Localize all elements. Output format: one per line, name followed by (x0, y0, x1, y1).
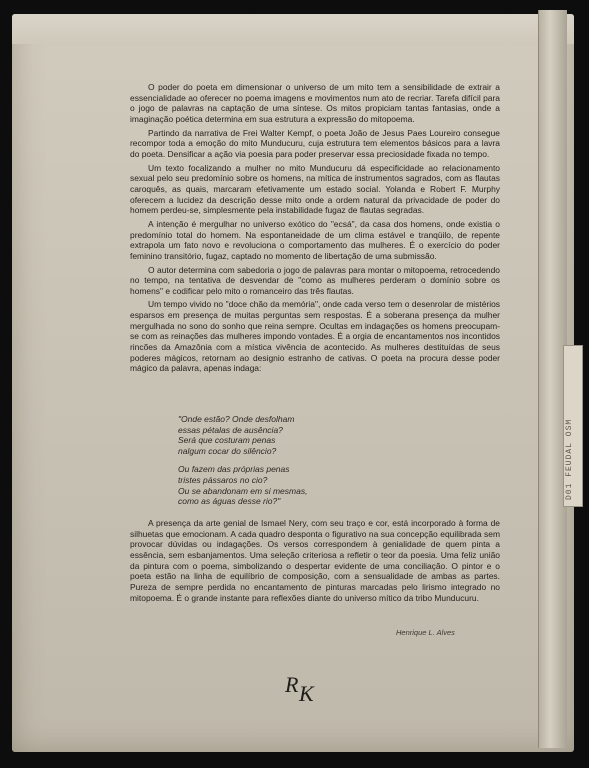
poem-stanza-1 (178, 414, 478, 456)
poem-line: nalgum cocar do silêncio? (178, 445, 277, 456)
poem-line: essas pétalas de ausência? (178, 424, 283, 435)
book-back-cover (12, 14, 574, 752)
poem-line: Ou fazem das próprias penas (178, 464, 290, 475)
paragraph-4: A intenção é mergulhar no universo exótico do "ecsá", da casa dos homens, onde existia o predomínio total do homem. Na espontaneidade de um clima estável e tranqüilo, de repente extrapola um fato novo e revoluciona o comportamento das mulheres. É o exercício do poder feminino transitório, fugaz, captado no momento de libertação de uma submissão. (130, 218, 500, 261)
closing-text (130, 518, 500, 603)
paragraph-6: Um tempo vivido no "doce chão da memória", onde cada verso tem o desenrolar de mistérios esparsos em presença de muitas perguntas sem respostas. É a soberana presença da mulher mergulhada no sono do sonho que reina sempre. Ocultas em indagações os homens preocupam-se com as reinações das mulheres impondo vontades. É a orgia de encantamentos nos incontidos rincões da Amazônia com a mística vivência de acontecido. As mulheres destituídas de seus poderes mágicos, retornam ao designio estranho de cativas. O poeta na procura desse poder mágico da palavra, apenas indaga: (130, 299, 500, 374)
cover-top-edge (12, 14, 574, 44)
review-text (130, 82, 500, 377)
logo-letter-r: R (285, 672, 299, 697)
poem-quote (178, 414, 478, 515)
poem-line: Será que costuram penas (178, 435, 276, 446)
poem-line: tristes pássaros no cio? (178, 474, 268, 485)
paragraph-5: O autor determina com sabedoria o jogo de palavras para montar o mitopoema, retrocedendo no tempo, na tentativa de desvendar de "como as mulheres perderam o domínio sobre os homens" e codificar pelo mito o romanceiro das três flautas. (130, 264, 500, 296)
spine-sticker-text: D01 FEUDAL OSM (565, 418, 574, 500)
paragraph-3: Um texto focalizando a mulher no mito Munducuru dá especificidade ao relacionamento sexual pelo seu predomínio sobre os homens, na mítica de instrumentos sagrados, com as flautas caroquês, as quais, marcaram efetivamente um estado social. Yolanda e Robert F. Murphy oferecem a lucidez da descrição desse mito onde a ordem natural da privacidade de poder do homem perdeu-se, simplesmente pela instabilidade fugaz de flautas segradas. (130, 162, 500, 216)
poem-stanza-2 (178, 464, 478, 506)
poem-line: "Onde estão? Onde desfolham (178, 414, 295, 424)
paragraph-final: A presença da arte genial de Ismael Nery, com seu traço e cor, está incorporado à forma de silhuetas que emocionam. A cada quadro desponta o figurativo na sua concepção equilibrada sem provocar dúvidas ou indagações. Os versos correspondem à genialidade de quem pinta a essência, sem esbanjamentos. Uma seleção criteriosa a refletir o teor da poesia. Uma feliz união da pintura com o poema, simbolizando o despertar evidente de uma conciliação. O pintor e o poeta estão na linha de equilíbrio de composição, com a sensualidade de ambas as partes. Pureza de sempre perdida no encantamento de pinturas marcadas pelo lirismo integrado no mitopoema. É o grande instante para reflexões diante do universo mítico da tribo Munducuru. (130, 518, 500, 603)
publisher-logo (282, 670, 322, 706)
poem-line: Ou se abandonam em si mesmas, (178, 485, 308, 496)
paragraph-2: Partindo da narrativa de Frei Walter Kempf, o poeta João de Jesus Paes Loureiro consegue recompor toda a emoção do mito Munducuru, cuja estrutura tem elementos básicos para a lavra do poeta. Densificar a ação via poesia para poder preservar essa preciosidade fixada no tempo. (130, 127, 500, 159)
logo-letter-k: K (299, 681, 314, 706)
poem-line: como as águas desse rio?" (178, 496, 281, 507)
author-signature: Henrique L. Alves (396, 628, 455, 637)
paragraph-1: O poder do poeta em dimensionar o universo de um mito tem a sensibilidade de extrair a essencialidade ao oferecer no poema imagens e movimentos num ato de recriar. Tarefa difícil para o jogo de palavras na captação de uma síntese. Os mitos propiciam tantas fantasias, onde a imaginação poética determina em sua estrutura a expressão do mitopoema. (130, 82, 500, 124)
